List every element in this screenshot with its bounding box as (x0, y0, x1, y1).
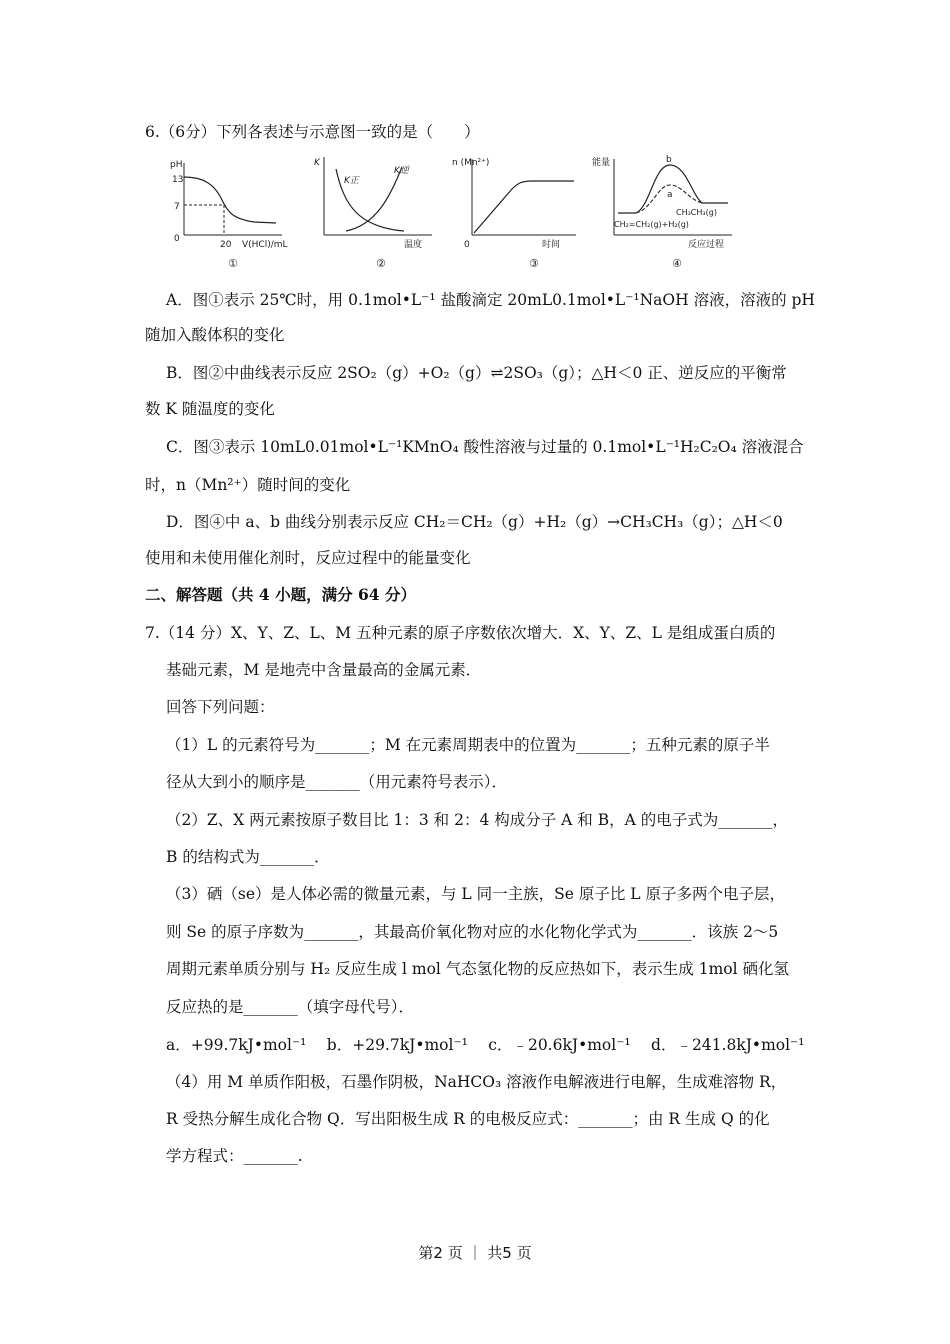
q7-part2-line1: （2）Z、X 两元素按原子数目比 1：3 和 2：4 构成分子 A 和 B，A 的电子式为_______， (166, 811, 788, 829)
q7-part3-line4: 反应热的是_______（填字母代号）． (166, 998, 415, 1016)
q6-option-a-line2: 随加入酸体积的变化 (145, 326, 285, 344)
figure-2 (314, 155, 444, 274)
q7-line3: 回答下列问题： (166, 698, 275, 716)
q6-option-b-line1: B．图②中曲线表示反应 2SO₂（g）+O₂（g）⇌2SO₃（g）；△H＜0 正、逆反应的平衡常 (166, 364, 787, 382)
q7-part4-line1: （4）用 M 单质作阳极，石墨作阴极，NaHCO₃ 溶液作电解液进行电解，生成难溶物 R， (166, 1073, 787, 1091)
fig1-tick-13: 13 (172, 175, 184, 185)
fig2-label-kreverse: K逆 (394, 166, 409, 176)
fig1-x-label: V(HCl)/mL (242, 240, 288, 250)
q7-line2: 基础元素，M 是地壳中含量最高的金属元素． (166, 661, 482, 679)
fig4-label-b: b (666, 155, 672, 165)
fig2-x-label: 温度 (404, 240, 423, 250)
figure-4 (592, 155, 742, 274)
fig1-curve (184, 177, 276, 223)
figure-1 (158, 155, 298, 274)
fig3-y-label: n (Mn²⁺) (452, 158, 490, 168)
fig3-curve (474, 181, 574, 233)
fig1-tick-7: 7 (174, 202, 180, 212)
q6-option-d-line2: 使用和未使用催化剂时，反应过程中的能量变化 (145, 549, 471, 567)
fig1-y-label: pH (170, 160, 183, 170)
fig4-product: CH₃CH₃(g) (676, 208, 717, 217)
q7-part3-line2: 则 Se 的原子序数为_______，其最高价氧化物对应的水化物化学式为_______．该族 2～5 (166, 923, 779, 941)
fig4-curve-b (618, 165, 728, 213)
q6-option-b-line2: 数 K 随温度的变化 (145, 400, 275, 418)
q7-part1-line1: （1）L 的元素符号为_______；M 在元素周期表中的位置为_______；五种元素的原子半 (166, 736, 770, 754)
q6-option-c-line1: C．图③表示 10mL0.01mol•L⁻¹KMnO₄ 酸性溶液与过量的 0.1mol•L⁻¹H₂C₂O₄ 溶液混合 (166, 438, 804, 456)
fig2-label-kforward: K正 (344, 176, 359, 186)
fig4-reactant: CH₂=CH₂(g)+H₂(g) (614, 220, 689, 229)
q7-part3-line1: （3）硒（se）是人体必需的微量元素，与 L 同一主族，Se 原子比 L 原子多两个电子层， (166, 885, 786, 903)
fig1-tick-0: 0 (174, 234, 180, 244)
q7-part4-line2: R 受热分解生成化合物 Q．写出阳极生成 R 的电极反应式：_______；由 R 生成 Q 的化 (166, 1110, 770, 1128)
fig3-caption: ③ (529, 257, 539, 270)
fig2-y-label: K (314, 158, 320, 168)
q7-line1: 7.（14 分）X、Y、Z、L、M 五种元素的原子序数依次增大．X、Y、Z、L 是组成蛋白质的 (145, 624, 776, 642)
q6-option-c-line2: 时，n（Mn²⁺）随时间的变化 (145, 476, 351, 494)
q6-stem: 6.（6分）下列各表述与示意图一致的是（ ） (145, 123, 480, 141)
q7-part3-options: a．+99.7kJ•mol⁻¹ b．+29.7kJ•mol⁻¹ c．﹣20.6kJ•mol⁻¹ d．﹣241.8kJ•mol⁻¹ (166, 1036, 805, 1054)
q6-option-a-line1: A．图①表示 25℃时，用 0.1mol•L⁻¹ 盐酸滴定 20mL0.1mol•L⁻¹NaOH 溶液，溶液的 pH (166, 291, 815, 309)
fig2-caption: ② (376, 257, 386, 270)
q7-part2-line2: B 的结构式为_______． (166, 848, 330, 866)
q7-part4-line3: 学方程式：_______. (166, 1147, 303, 1165)
fig1-caption: ① (228, 257, 238, 270)
fig4-y-label: 能量 (592, 158, 611, 168)
page-footer: 第2 页 ｜ 共5 页 (418, 1244, 532, 1262)
fig4-x-label: 反应过程 (688, 240, 725, 250)
section-2-heading: 二、解答题（共 4 小题，满分 64 分） (145, 585, 416, 604)
figure-3 (452, 155, 592, 274)
fig3-x-label: 时间 (542, 240, 561, 250)
fig3-origin: 0 (464, 240, 470, 250)
fig1-tick-20: 20 (220, 240, 232, 250)
q7-part3-line3: 周期元素单质分别与 H₂ 反应生成 l mol 气态氢化物的反应热如下，表示生成 1mol 硒化氢 (166, 960, 790, 978)
q7-part1-line2: 径从大到小的顺序是_______（用元素符号表示）． (166, 773, 508, 791)
fig4-label-a: a (667, 190, 673, 200)
fig4-caption: ④ (672, 257, 682, 270)
q6-option-d-line1: D．图④中 a、b 曲线分别表示反应 CH₂＝CH₂（g）+H₂（g）→CH₃CH₃（g）；△H＜0 (166, 513, 783, 531)
